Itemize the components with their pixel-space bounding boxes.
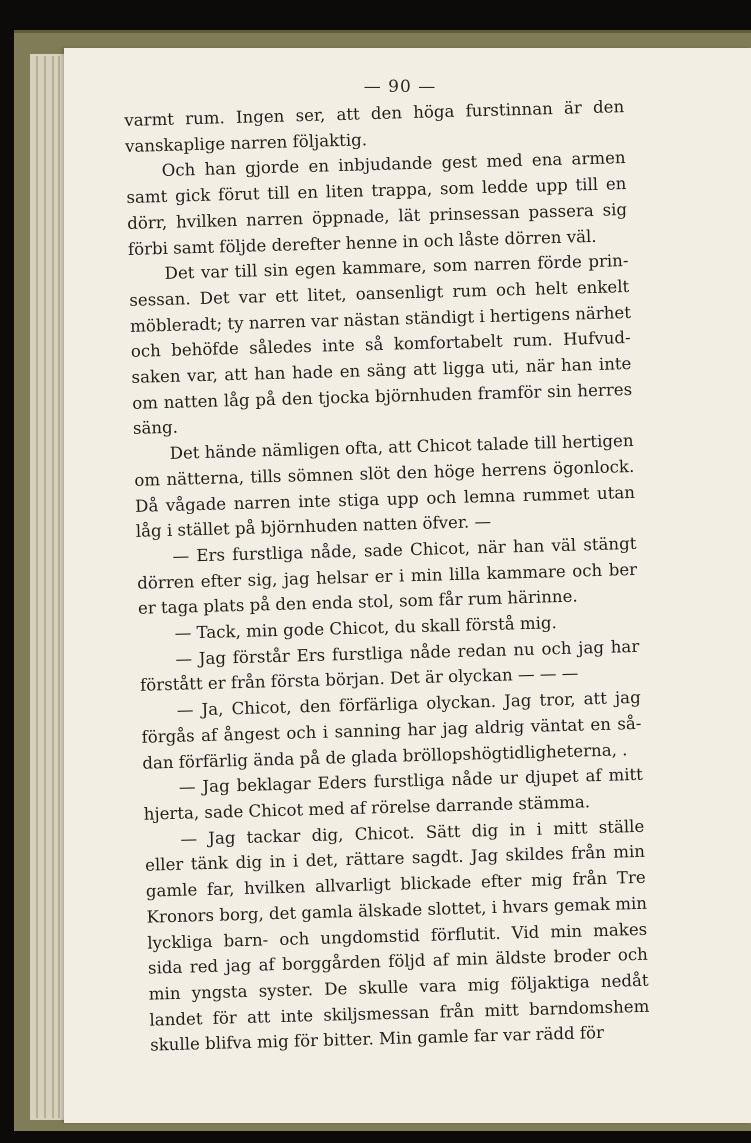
- text-line: dörren efter sig, jag helsar er i min lilla kammare och ber: [137, 559, 638, 593]
- page-edge: [44, 56, 46, 1118]
- text-line: — Tack, min gode Chicot, du skall förstå mig.: [174, 613, 558, 643]
- text-line: förbi samt följde derefter henne in och låste dörren väl.: [127, 226, 597, 259]
- text-line: dörr, hvilken narren öppnade, lät prinsessan passera sig: [126, 199, 628, 233]
- text-line: Och han gjorde en inbjudande gest med ena armen: [161, 148, 626, 181]
- text-line: sida red jag af borggården följd af min äldste broder och: [147, 944, 649, 978]
- text-line: landet för att inte skiljsmessan från mitt barndomshem: [149, 996, 650, 1030]
- text-line: om natten låg på den tjocka björnhuden framför sin herres: [131, 379, 633, 413]
- body-text: [124, 94, 650, 1059]
- page-edge: [58, 56, 60, 1118]
- text-line: sessan. Det var ett litet, oansenligt rum och helt enkelt: [129, 276, 630, 310]
- page-edge: [52, 56, 54, 1118]
- page-number: — 90 —: [363, 77, 437, 97]
- text-line: — Ja, Chicot, den förfärliga olyckan. Jag tror, att jag: [176, 687, 641, 720]
- text-line: — Jag beklagar Eders furstliga nåde ur djupet af mitt: [178, 765, 644, 798]
- text-line: möbleradt; ty narren var nästan ständigt i hertigens närhet: [129, 302, 632, 336]
- text-line: vanskaplige narren följaktig.: [124, 129, 368, 156]
- paragraph: [141, 685, 643, 776]
- text-line: — Ers furstliga nåde, sade Chicot, när han väl stängt: [172, 533, 637, 566]
- text-line: Det hände nämligen ofta, att Chicot talade till hertigen: [169, 431, 634, 463]
- text-line: förgås af ångest och i sanning har jag aldrig väntat en så-: [141, 713, 642, 747]
- page-edge: [36, 56, 38, 1118]
- text-line: skulle blifva mig för bitter. Min gamle far var rädd för: [149, 1023, 605, 1055]
- text-line: förstått er från första början. Det är olyckan — — —: [139, 664, 579, 696]
- text-line: saken var, att han hade en säng att ligga uti, när han inte: [131, 353, 632, 387]
- paragraph: [125, 145, 628, 262]
- text-line: lyckliga barn- och ungdomstid förflutit. Vid min makes: [147, 919, 648, 953]
- text-line: Kronors borg, det gamla älskade slottet, i hvars gemak min: [146, 893, 648, 927]
- text-line: samt gick förut till en liten trappa, som ledde upp till en: [126, 174, 627, 208]
- text-line: — Jag tackar dig, Chicot. Sätt dig in i mitt ställe: [180, 816, 645, 849]
- text-line: och behöfde således inte så komfortabelt rum. Hufvud-: [130, 328, 631, 362]
- text-line: er taga plats på den enda stol, som får rum härinne.: [137, 586, 578, 619]
- text-line: — Jag förstår Ers furstliga nåde redan nu och jag har: [175, 636, 640, 669]
- text-line: eller tänk dig in i det, rättare sagdt. Jag skildes från min: [144, 842, 646, 876]
- text-line: om nätterna, tills sömnen slöt den höge herrens ögonlock.: [134, 456, 635, 490]
- text-line: säng.: [132, 418, 179, 439]
- text-line: hjerta, sade Chicot med af rörelse darrande stämma.: [143, 792, 591, 824]
- text-line: låg i stället på björnhuden natten öfver. —: [135, 512, 492, 542]
- text-line: gamle far, hvilken allvarligt blickade efter mig från Tre: [145, 867, 646, 901]
- text-line: dan förfärlig ända på de glada bröllopshögtidligheterna, .: [142, 739, 628, 773]
- text-line: varmt rum. Ingen ser, att den höga furstinnan är den: [124, 97, 625, 130]
- paragraph: [133, 428, 636, 545]
- text-line: min yngsta syster. De skulle vara mig följaktiga nedåt: [148, 970, 649, 1004]
- paragraph: [136, 531, 638, 622]
- text-line: Då vågade narren inte stiga upp och lemna rummet utan: [134, 482, 636, 516]
- paragraph: [128, 248, 633, 442]
- text-line: Det var till sin egen kammare, som narren förde prin-: [164, 251, 629, 284]
- paragraph: [144, 813, 650, 1058]
